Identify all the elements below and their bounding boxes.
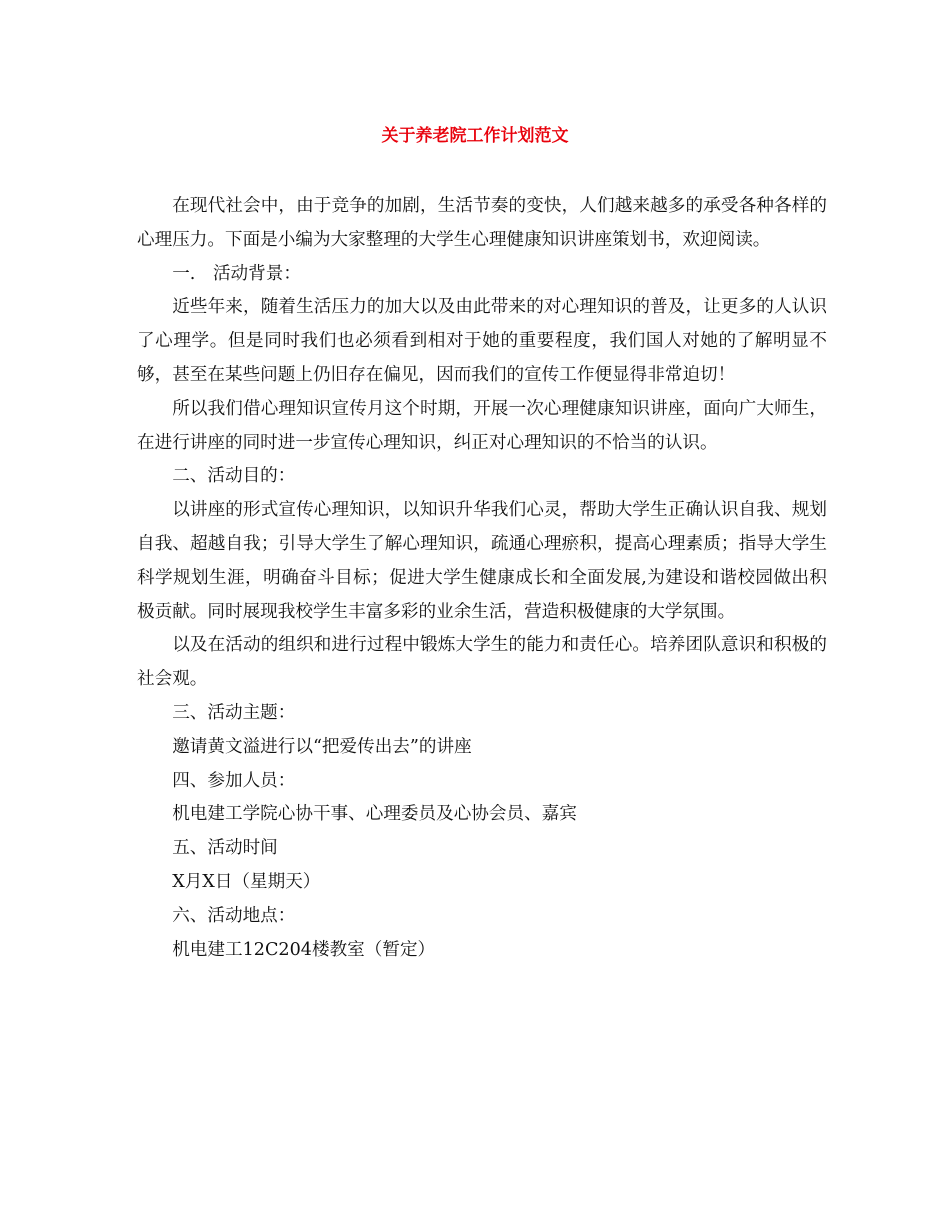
heading-purpose: 二、活动目的： bbox=[172, 466, 296, 487]
heading-location: 六、活动地点： bbox=[172, 905, 296, 926]
paragraph-location: 机电建工12C204楼教室（暂定） bbox=[172, 939, 436, 960]
paragraph-purpose-2: 以及在活动的组织和进行过程中锻炼大学生的能力和责任心。培养团队意识和积极的社会观。 bbox=[137, 635, 827, 690]
heading-background: 一. 活动背景： bbox=[172, 263, 301, 284]
paragraph-background-2: 所以我们借心理知识宣传月这个时期，开展一次心理健康知识讲座，面向广大师生，在进行讲座的同时进一步宣传心理知识，纠正对心理知识的不恰当的认识。 bbox=[137, 398, 827, 453]
document-body bbox=[137, 190, 827, 967]
heading-time: 五、活动时间 bbox=[172, 838, 278, 859]
paragraph-intro: 在现代社会中，由于竞争的加剧，生活节奏的变快，人们越来越多的承受各种各样的心理压力。下面是小编为大家整理的大学生心理健康知识讲座策划书，欢迎阅读。 bbox=[137, 196, 827, 250]
heading-theme: 三、活动主题： bbox=[172, 702, 296, 723]
paragraph-background: 近些年来，随着生活压力的加大以及由此带来的对心理知识的普及，让更多的人认识了心理学。但是同时我们也必须看到相对于她的重要程度，我们国人对她的了解明显不够，甚至在某些问题上仍旧存在偏见，因而我们的宣传工作便显得非常迫切！ bbox=[137, 297, 827, 385]
heading-participants: 四、参加人员： bbox=[172, 770, 296, 791]
document-title: 关于养老院工作计划范文 bbox=[381, 126, 569, 146]
paragraph-theme: 邀请黄文溢进行以“把爱传出去”的讲座 bbox=[172, 736, 472, 757]
paragraph-time: X月X日（星期天） bbox=[172, 871, 321, 892]
paragraph-purpose: 以讲座的形式宣传心理知识，以知识升华我们心灵，帮助大学生正确认识自我、规划自我、超越自我；引导大学生了解心理知识，疏通心理瘀积，提高心理素质；指导大学生科学规划生涯，明确奋斗目标；促进大学生健康成长和全面发展,为建设和谐校园做出积极贡献。同时展现我校学生丰富多彩的业余生活，营造积极健康的大学氛围。 bbox=[137, 500, 827, 622]
paragraph-participants: 机电建工学院心协干事、心理委员及心协会员、嘉宾 bbox=[172, 804, 577, 825]
